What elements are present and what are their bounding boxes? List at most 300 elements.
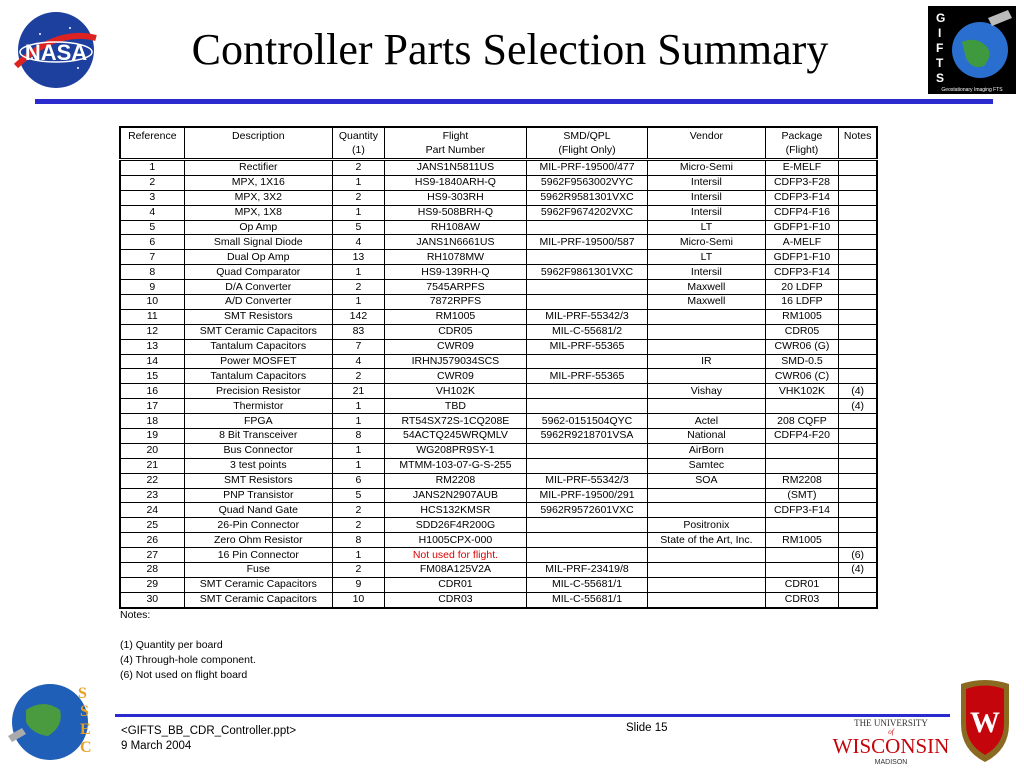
cell-package: RM1005 — [765, 309, 839, 324]
cell-package — [765, 458, 839, 473]
cell-part-number: SDD26F4R200G — [384, 518, 526, 533]
cell-vendor: Samtec — [648, 458, 766, 473]
cell-reference: 23 — [120, 488, 184, 503]
cell-reference: 15 — [120, 369, 184, 384]
cell-quantity: 1 — [332, 295, 384, 310]
cell-package: CDR03 — [765, 592, 839, 607]
uw-logo-of: of — [888, 728, 894, 736]
header-line: (Flight Only) — [558, 144, 616, 156]
cell-description: MPX, 1X16 — [184, 175, 332, 190]
cell-vendor: Micro-Semi — [648, 235, 766, 250]
cell-vendor: SOA — [648, 473, 766, 488]
slide-title: Controller Parts Selection Summary — [191, 25, 829, 74]
cell-description: Bus Connector — [184, 443, 332, 458]
cell-reference: 9 — [120, 280, 184, 295]
cell-quantity: 9 — [332, 577, 384, 592]
cell-quantity: 83 — [332, 324, 384, 339]
cell-package: RM2208 — [765, 473, 839, 488]
cell-package — [765, 548, 839, 563]
cell-smd-qpl — [526, 518, 647, 533]
cell-smd-qpl — [526, 458, 647, 473]
cell-quantity: 7 — [332, 339, 384, 354]
cell-quantity: 1 — [332, 205, 384, 220]
cell-description: MPX, 3X2 — [184, 190, 332, 205]
table-row — [120, 235, 877, 250]
cell-notes — [839, 533, 877, 548]
uw-logo-main: WISCONSIN — [832, 734, 950, 758]
cell-quantity: 2 — [332, 280, 384, 295]
table-row — [120, 518, 877, 533]
cell-description: Small Signal Diode — [184, 235, 332, 250]
cell-reference: 18 — [120, 414, 184, 429]
table-row — [120, 309, 877, 324]
cell-quantity: 21 — [332, 384, 384, 399]
cell-vendor: Intersil — [648, 265, 766, 280]
cell-quantity: 2 — [332, 160, 384, 176]
cell-part-number: CWR09 — [384, 339, 526, 354]
cell-reference: 21 — [120, 458, 184, 473]
cell-package — [765, 518, 839, 533]
cell-part-number: HS9-139RH-Q — [384, 265, 526, 280]
nasa-logo — [10, 8, 102, 92]
cell-notes — [839, 324, 877, 339]
cell-smd-qpl: 5962F9674202VXC — [526, 205, 647, 220]
cell-reference: 27 — [120, 548, 184, 563]
cell-quantity: 1 — [332, 548, 384, 563]
cell-reference: 4 — [120, 205, 184, 220]
cell-package: CDFP4-F16 — [765, 205, 839, 220]
footer-file — [121, 724, 296, 754]
cell-package: SMD-0.5 — [765, 354, 839, 369]
cell-notes — [839, 339, 877, 354]
cell-description: Quad Nand Gate — [184, 503, 332, 518]
gifts-logo-letter: T — [936, 56, 944, 70]
cell-reference: 11 — [120, 309, 184, 324]
ssec-logo — [4, 676, 96, 764]
cell-part-number: Not used for flight. — [384, 548, 526, 563]
table-row — [120, 429, 877, 444]
cell-description: MPX, 1X8 — [184, 205, 332, 220]
cell-quantity: 10 — [332, 592, 384, 607]
cell-notes — [839, 473, 877, 488]
header-line: Reference — [128, 130, 177, 142]
cell-description: PNP Transistor — [184, 488, 332, 503]
cell-reference: 24 — [120, 503, 184, 518]
cell-quantity: 2 — [332, 563, 384, 578]
cell-smd-qpl — [526, 220, 647, 235]
table-row — [120, 473, 877, 488]
cell-smd-qpl: 5962F9563002VYC — [526, 175, 647, 190]
cell-notes — [839, 205, 877, 220]
cell-vendor — [648, 503, 766, 518]
uw-crest-logo — [957, 676, 1013, 764]
cell-quantity: 4 — [332, 235, 384, 250]
uw-logo-top: THE UNIVERSITY — [854, 718, 928, 728]
cell-part-number: RM2208 — [384, 473, 526, 488]
cell-part-number: RH1078MW — [384, 250, 526, 265]
cell-smd-qpl: MIL-C-55681/2 — [526, 324, 647, 339]
cell-smd-qpl: 5962R9218701VSA — [526, 429, 647, 444]
cell-reference: 1 — [120, 160, 184, 176]
uw-wordmark-logo — [832, 716, 950, 766]
table-row — [120, 414, 877, 429]
cell-vendor — [648, 488, 766, 503]
cell-notes — [839, 414, 877, 429]
cell-part-number: JANS1N5811US — [384, 160, 526, 176]
cell-notes — [839, 295, 877, 310]
header-line: (Flight) — [785, 144, 819, 156]
slide-number: Slide 15 — [626, 722, 668, 734]
cell-package: (SMT) — [765, 488, 839, 503]
cell-package: 208 CQFP — [765, 414, 839, 429]
cell-smd-qpl: MIL-C-55681/1 — [526, 577, 647, 592]
gifts-logo-letter: S — [936, 71, 945, 85]
header-line: Notes — [843, 130, 872, 142]
cell-reference: 16 — [120, 384, 184, 399]
header-quantity — [332, 127, 384, 160]
cell-reference: 13 — [120, 339, 184, 354]
cell-notes — [839, 175, 877, 190]
cell-reference: 30 — [120, 592, 184, 607]
cell-vendor — [648, 309, 766, 324]
cell-package: CDR05 — [765, 324, 839, 339]
cell-part-number: 54ACTQ245WRQMLV — [384, 429, 526, 444]
cell-notes — [839, 250, 877, 265]
cell-notes — [839, 488, 877, 503]
cell-description: SMT Resistors — [184, 473, 332, 488]
cell-description: Power MOSFET — [184, 354, 332, 369]
cell-reference: 3 — [120, 190, 184, 205]
cell-notes — [839, 309, 877, 324]
gifts-logo-letter: I — [938, 26, 942, 40]
cell-quantity: 142 — [332, 309, 384, 324]
cell-notes — [839, 592, 877, 607]
cell-package: CDR01 — [765, 577, 839, 592]
cell-notes: (4) — [839, 563, 877, 578]
gifts-logo-letter: G — [936, 11, 946, 25]
cell-notes — [839, 369, 877, 384]
table-row — [120, 280, 877, 295]
cell-notes: (6) — [839, 548, 877, 563]
cell-reference: 2 — [120, 175, 184, 190]
footer-filename: <GIFTS_BB_CDR_Controller.ppt> — [121, 725, 297, 737]
cell-smd-qpl: MIL-PRF-55342/3 — [526, 473, 647, 488]
cell-package — [765, 399, 839, 414]
table-row — [120, 503, 877, 518]
cell-part-number: IRHNJ579034SCS — [384, 354, 526, 369]
table-row — [120, 175, 877, 190]
cell-package — [765, 563, 839, 578]
cell-vendor: Micro-Semi — [648, 160, 766, 176]
table-row — [120, 384, 877, 399]
cell-quantity: 2 — [332, 503, 384, 518]
cell-reference: 17 — [120, 399, 184, 414]
notes-heading: Notes: — [120, 609, 151, 621]
cell-vendor: Maxwell — [648, 295, 766, 310]
cell-reference: 26 — [120, 533, 184, 548]
table-row — [120, 592, 877, 607]
cell-reference: 6 — [120, 235, 184, 250]
cell-part-number: CDR01 — [384, 577, 526, 592]
cell-description: SMT Ceramic Capacitors — [184, 577, 332, 592]
cell-description: Precision Resistor — [184, 384, 332, 399]
cell-part-number: FM08A125V2A — [384, 563, 526, 578]
notes — [120, 608, 256, 683]
table-row — [120, 399, 877, 414]
table-row — [120, 265, 877, 280]
cell-quantity: 1 — [332, 458, 384, 473]
cell-vendor — [648, 548, 766, 563]
cell-description: Zero Ohm Resistor — [184, 533, 332, 548]
nasa-logo-text: NASA — [24, 40, 88, 65]
cell-quantity: 1 — [332, 443, 384, 458]
cell-package: VHK102K — [765, 384, 839, 399]
cell-reference: 5 — [120, 220, 184, 235]
cell-part-number: HS9-1840ARH-Q — [384, 175, 526, 190]
ssec-logo-letter: S — [78, 685, 87, 702]
table-row — [120, 160, 877, 176]
cell-quantity: 1 — [332, 175, 384, 190]
cell-part-number: RH108AW — [384, 220, 526, 235]
cell-quantity: 6 — [332, 473, 384, 488]
cell-description: 16 Pin Connector — [184, 548, 332, 563]
cell-smd-qpl — [526, 548, 647, 563]
note-item: (1) Quantity per board — [120, 639, 223, 651]
footer-rule — [115, 714, 950, 717]
cell-smd-qpl: 5962F9861301VXC — [526, 265, 647, 280]
cell-quantity: 13 — [332, 250, 384, 265]
cell-quantity: 8 — [332, 429, 384, 444]
cell-vendor — [648, 563, 766, 578]
header-vendor — [648, 127, 766, 160]
cell-package: A-MELF — [765, 235, 839, 250]
cell-quantity: 8 — [332, 533, 384, 548]
header-line: Flight — [442, 130, 469, 142]
cell-notes — [839, 265, 877, 280]
uw-crest-letter: W — [970, 706, 1000, 739]
table-row — [120, 369, 877, 384]
cell-notes — [839, 235, 877, 250]
cell-vendor: State of the Art, Inc. — [648, 533, 766, 548]
cell-part-number: HS9-508BRH-Q — [384, 205, 526, 220]
table-row — [120, 354, 877, 369]
cell-vendor: AirBorn — [648, 443, 766, 458]
cell-part-number: RT54SX72S-1CQ208E — [384, 414, 526, 429]
cell-reference: 20 — [120, 443, 184, 458]
cell-package: CWR06 (C) — [765, 369, 839, 384]
cell-smd-qpl: MIL-PRF-19500/291 — [526, 488, 647, 503]
cell-description: SMT Ceramic Capacitors — [184, 324, 332, 339]
cell-notes — [839, 503, 877, 518]
header-flight-part-number — [384, 127, 526, 160]
cell-smd-qpl: MIL-PRF-23419/8 — [526, 563, 647, 578]
cell-vendor: IR — [648, 354, 766, 369]
header-smd-qpl — [526, 127, 647, 160]
cell-smd-qpl — [526, 384, 647, 399]
cell-smd-qpl: MIL-PRF-19500/587 — [526, 235, 647, 250]
cell-smd-qpl — [526, 533, 647, 548]
cell-smd-qpl — [526, 443, 647, 458]
cell-quantity: 4 — [332, 354, 384, 369]
cell-part-number: CDR03 — [384, 592, 526, 607]
header-line: (1) — [351, 144, 365, 156]
cell-smd-qpl: MIL-PRF-55365 — [526, 369, 647, 384]
cell-description: Dual Op Amp — [184, 250, 332, 265]
cell-description: FPGA — [184, 414, 332, 429]
cell-reference: 10 — [120, 295, 184, 310]
cell-package: GDFP1-F10 — [765, 250, 839, 265]
cell-reference: 25 — [120, 518, 184, 533]
ssec-logo-letter: C — [80, 739, 92, 756]
cell-vendor: Intersil — [648, 205, 766, 220]
cell-part-number: HCS132KMSR — [384, 503, 526, 518]
cell-description: Tantalum Capacitors — [184, 339, 332, 354]
cell-part-number: HS9-303RH — [384, 190, 526, 205]
cell-notes — [839, 577, 877, 592]
cell-vendor: Positronix — [648, 518, 766, 533]
cell-reference: 8 — [120, 265, 184, 280]
cell-part-number: VH102K — [384, 384, 526, 399]
cell-package: RM1005 — [765, 533, 839, 548]
cell-package — [765, 443, 839, 458]
table-row — [120, 577, 877, 592]
cell-description: 3 test points — [184, 458, 332, 473]
cell-vendor — [648, 339, 766, 354]
cell-reference: 29 — [120, 577, 184, 592]
cell-vendor — [648, 324, 766, 339]
cell-smd-qpl: MIL-PRF-19500/477 — [526, 160, 647, 176]
cell-part-number: TBD — [384, 399, 526, 414]
cell-smd-qpl — [526, 280, 647, 295]
cell-part-number: RM1005 — [384, 309, 526, 324]
table-row — [120, 295, 877, 310]
table-row — [120, 250, 877, 265]
cell-notes — [839, 160, 877, 176]
cell-vendor: LT — [648, 220, 766, 235]
cell-quantity: 2 — [332, 369, 384, 384]
cell-part-number: MTMM-103-07-G-S-255 — [384, 458, 526, 473]
gifts-logo-letter: F — [936, 41, 944, 55]
cell-package: GDFP1-F10 — [765, 220, 839, 235]
cell-part-number: 7545ARPFS — [384, 280, 526, 295]
table-row — [120, 443, 877, 458]
parts-table — [119, 126, 878, 609]
table-row — [120, 458, 877, 473]
cell-description: Thermistor — [184, 399, 332, 414]
cell-vendor — [648, 577, 766, 592]
cell-quantity: 1 — [332, 265, 384, 280]
cell-description: 8 Bit Transceiver — [184, 429, 332, 444]
header-line: Description — [232, 130, 285, 142]
cell-description: SMT Ceramic Capacitors — [184, 592, 332, 607]
note-item: (4) Through-hole component. — [120, 654, 256, 666]
cell-package: CDFP4-F20 — [765, 429, 839, 444]
cell-notes — [839, 280, 877, 295]
cell-package: CDFP3-F14 — [765, 190, 839, 205]
header-line: SMD/QPL — [563, 130, 611, 142]
footer-date: 9 March 2004 — [121, 740, 192, 752]
cell-reference: 14 — [120, 354, 184, 369]
cell-notes: (4) — [839, 399, 877, 414]
table-row — [120, 220, 877, 235]
cell-vendor — [648, 399, 766, 414]
cell-description: A/D Converter — [184, 295, 332, 310]
cell-smd-qpl: MIL-PRF-55365 — [526, 339, 647, 354]
cell-part-number: WG208PR9SY-1 — [384, 443, 526, 458]
table-row — [120, 205, 877, 220]
cell-smd-qpl — [526, 354, 647, 369]
table-row — [120, 339, 877, 354]
cell-part-number: CWR09 — [384, 369, 526, 384]
header-line: Quantity — [338, 130, 378, 142]
cell-reference: 19 — [120, 429, 184, 444]
cell-part-number: JANS2N2907AUB — [384, 488, 526, 503]
cell-smd-qpl — [526, 399, 647, 414]
cell-quantity: 2 — [332, 190, 384, 205]
cell-description: 26-Pin Connector — [184, 518, 332, 533]
ssec-logo-letter: E — [80, 721, 91, 738]
gifts-logo-caption: Geostationary Imaging FTS — [941, 87, 1003, 93]
cell-description: Quad Comparator — [184, 265, 332, 280]
uw-logo-bottom: MADISON — [874, 759, 908, 766]
cell-smd-qpl: 5962R9581301VXC — [526, 190, 647, 205]
cell-reference: 12 — [120, 324, 184, 339]
cell-vendor: Vishay — [648, 384, 766, 399]
header-notes — [839, 127, 877, 160]
cell-notes — [839, 429, 877, 444]
cell-vendor — [648, 592, 766, 607]
cell-vendor — [648, 369, 766, 384]
cell-package: CWR06 (G) — [765, 339, 839, 354]
cell-description: SMT Resistors — [184, 309, 332, 324]
cell-smd-qpl: MIL-PRF-55342/3 — [526, 309, 647, 324]
cell-vendor: Intersil — [648, 175, 766, 190]
cell-quantity: 2 — [332, 518, 384, 533]
header-description — [184, 127, 332, 160]
cell-vendor: Maxwell — [648, 280, 766, 295]
cell-notes — [839, 443, 877, 458]
cell-package: 20 LDFP — [765, 280, 839, 295]
cell-package: CDFP3-F14 — [765, 265, 839, 280]
title-rule — [35, 99, 993, 104]
cell-vendor: LT — [648, 250, 766, 265]
cell-package: CDFP3-F14 — [765, 503, 839, 518]
cell-part-number: 7872RPFS — [384, 295, 526, 310]
table-row — [120, 533, 877, 548]
note-item: (6) Not used on flight board — [120, 669, 248, 681]
table-row — [120, 548, 877, 563]
cell-description: Op Amp — [184, 220, 332, 235]
cell-notes — [839, 354, 877, 369]
cell-description: D/A Converter — [184, 280, 332, 295]
cell-smd-qpl: MIL-C-55681/1 — [526, 592, 647, 607]
cell-notes — [839, 220, 877, 235]
cell-description: Rectifier — [184, 160, 332, 176]
cell-quantity: 5 — [332, 488, 384, 503]
parts-table-body — [120, 160, 877, 608]
header-package — [765, 127, 839, 160]
cell-quantity: 1 — [332, 414, 384, 429]
table-row — [120, 488, 877, 503]
table-row — [120, 324, 877, 339]
cell-notes — [839, 518, 877, 533]
table-header-row — [120, 127, 877, 160]
cell-notes: (4) — [839, 384, 877, 399]
gifts-logo — [928, 6, 1016, 94]
cell-smd-qpl: 5962R9572601VXC — [526, 503, 647, 518]
ssec-logo-letter: S — [80, 703, 89, 720]
cell-description: Tantalum Capacitors — [184, 369, 332, 384]
